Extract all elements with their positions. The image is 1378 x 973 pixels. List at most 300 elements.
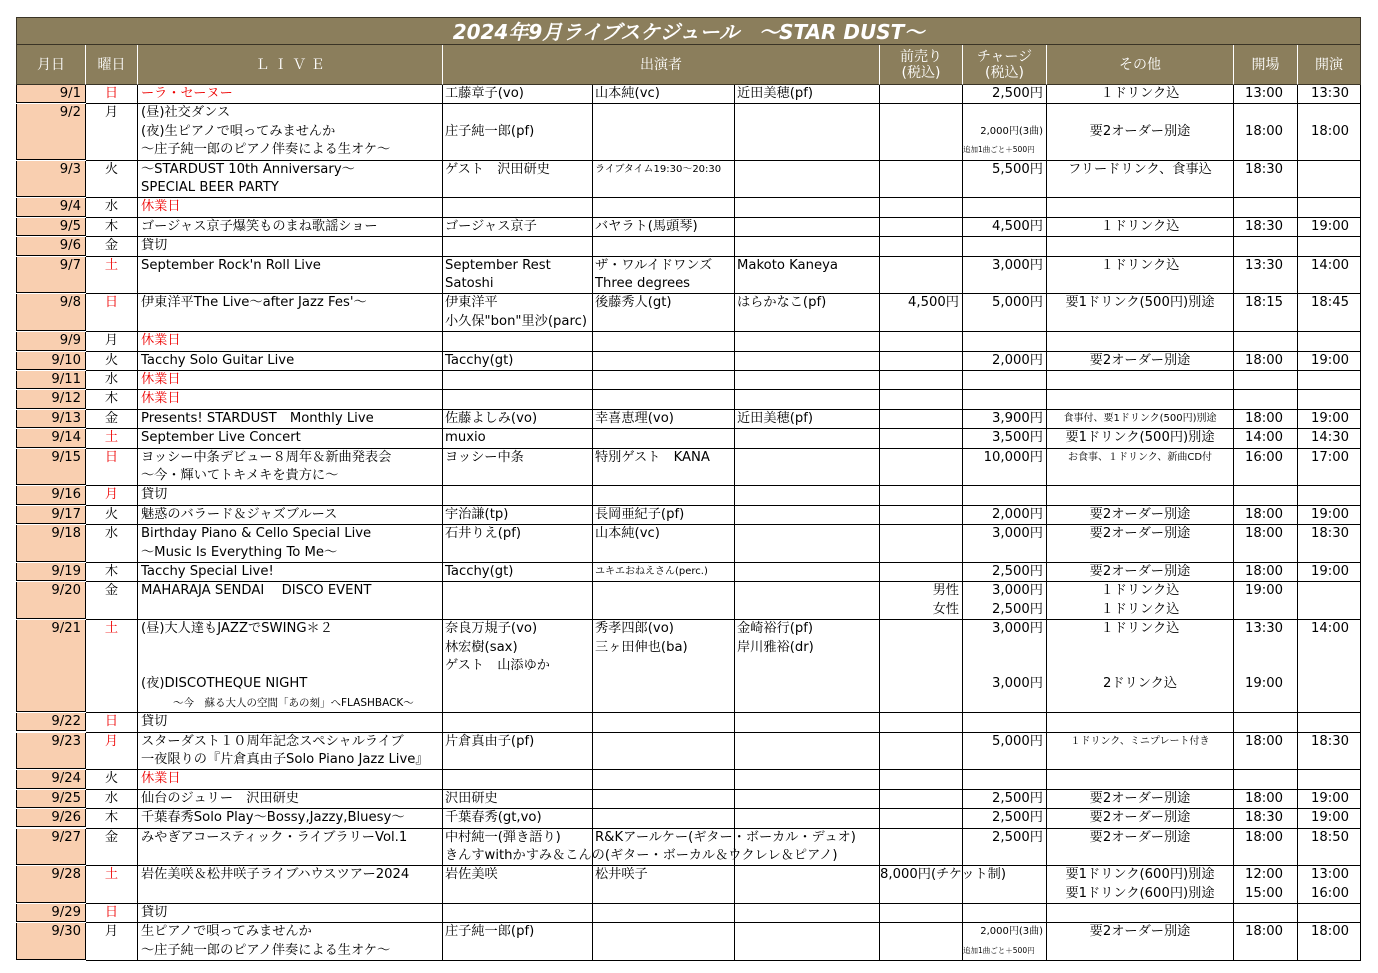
- performer-3-cell: [735, 104, 880, 160]
- cell-line: お食事、１ドリンク、新曲CD付: [1067, 451, 1213, 463]
- cell-line: [595, 601, 734, 619]
- performer-3-cell: [735, 294, 880, 332]
- cell-line: [880, 85, 959, 103]
- cell-line: 金崎裕行(pf): [737, 621, 814, 637]
- other-cell: [1047, 525, 1234, 563]
- cell-line: [445, 141, 592, 159]
- other-cell: [1047, 449, 1234, 487]
- cell-line: [595, 790, 734, 808]
- start-time-cell: [1298, 620, 1361, 713]
- cell-line: きんすwithかすみ＆こんの(ギター・ボーカル＆ウクレレ＆ピアノ): [445, 847, 838, 863]
- cell-line: 14:00: [1311, 621, 1350, 637]
- performer-3-cell: [735, 904, 880, 923]
- charge-cell: [963, 352, 1047, 371]
- cell-line: [1047, 694, 1233, 712]
- open-time-cell: [1234, 904, 1298, 923]
- date-cell: 9/25: [16, 790, 86, 808]
- cell-line: [445, 198, 592, 216]
- cell-line: [1311, 313, 1360, 331]
- date-cell: 9/21: [16, 620, 86, 712]
- table-row: [16, 829, 1361, 867]
- start-time-cell: [1298, 809, 1361, 828]
- cell-line: [445, 467, 592, 485]
- cell-line: 18:00: [1245, 829, 1284, 845]
- cell-line: [1245, 694, 1297, 712]
- cell-line: 16:00: [1311, 885, 1350, 901]
- cell-line: 庄子純一郎(pf): [445, 123, 535, 139]
- cell-line: 3,000円: [992, 621, 1043, 637]
- day-of-week-cell: 土: [86, 429, 138, 448]
- header-date: 月日: [16, 45, 86, 85]
- cell-line: ライブタイム19:30～20:30: [595, 163, 722, 175]
- start-time-cell: [1298, 352, 1361, 371]
- header-advance: 前売り (税込): [880, 45, 963, 85]
- cell-line: [880, 104, 959, 122]
- cell-line: [595, 847, 734, 865]
- cell-line: スターダスト１０周年記念スペシャルライブ: [141, 733, 404, 749]
- cell-line: [141, 657, 442, 675]
- live-cell: [138, 620, 443, 713]
- cell-line: 伊東洋平The Live～after Jazz Fes'～: [141, 295, 367, 311]
- cell-line: [445, 601, 592, 619]
- date-cell: 9/20: [16, 582, 86, 619]
- day-of-week-cell: 月: [86, 104, 138, 160]
- cell-line: [963, 313, 1043, 331]
- performer-1-cell: [443, 218, 593, 237]
- cell-line: [1311, 275, 1360, 293]
- cell-line: [1245, 371, 1297, 389]
- cell-line: 3,900円: [992, 410, 1043, 426]
- day-of-week-cell: 月: [86, 332, 138, 351]
- performer-1-cell: [443, 486, 593, 505]
- day-of-week-cell: 木: [86, 563, 138, 582]
- live-cell: [138, 733, 443, 771]
- cell-line: 19:00: [1311, 563, 1350, 579]
- cell-line: 貸切: [141, 905, 168, 921]
- day-of-week-cell: 月: [86, 733, 138, 771]
- cell-line: １ドリンク込: [1100, 621, 1180, 637]
- cell-line: ゲスト 山添ゆか: [445, 657, 550, 673]
- cell-line: [880, 620, 959, 638]
- advance-price-cell: [880, 620, 963, 713]
- start-time-cell: [1298, 85, 1361, 104]
- cell-line: 仙台のジュリー 沢田研史: [141, 790, 299, 806]
- performer-1-cell: [443, 257, 593, 295]
- cell-line: [1047, 544, 1233, 562]
- cell-line: 13:00: [1245, 86, 1284, 101]
- performer-3-cell: [735, 620, 880, 713]
- other-cell: [1047, 790, 1234, 809]
- cell-line: 貸切: [141, 238, 168, 254]
- open-time-cell: [1234, 582, 1298, 620]
- performer-2-cell: [593, 218, 735, 237]
- table-header: [16, 45, 1361, 85]
- cell-line: [595, 104, 734, 122]
- performer-1-cell: [443, 332, 593, 351]
- table-row: [16, 429, 1361, 448]
- date-cell: 9/5: [16, 218, 86, 236]
- cell-line: [445, 751, 592, 769]
- charge-cell: [963, 161, 1047, 199]
- cell-line: 山本純(vc): [595, 526, 660, 542]
- performer-2-cell: [593, 352, 735, 371]
- cell-line: 18:00: [1245, 563, 1284, 579]
- cell-line: [595, 313, 734, 331]
- cell-line: [963, 467, 1043, 485]
- cell-line: [595, 390, 734, 408]
- cell-line: 2,500円: [992, 601, 1043, 617]
- advance-price-cell: [880, 352, 963, 371]
- cell-line: Three degrees: [595, 275, 691, 291]
- cell-line: 要2オーダー別途: [1089, 924, 1191, 940]
- performer-2-cell: [593, 332, 735, 351]
- cell-line: 秀孝四郎(vo): [595, 621, 674, 637]
- day-of-week-cell: 月: [86, 486, 138, 505]
- cell-line: [880, 198, 959, 216]
- cell-line: [141, 847, 442, 865]
- cell-line: [1047, 237, 1233, 255]
- advance-price-cell: [880, 563, 963, 582]
- performer-3-cell: [735, 237, 880, 256]
- cell-line: 岸川雅裕(dr): [737, 639, 814, 655]
- performer-1-cell: [443, 563, 593, 582]
- performer-3-cell: [735, 85, 880, 104]
- cell-line: [141, 313, 442, 331]
- cell-line: [880, 525, 959, 543]
- start-time-cell: [1298, 582, 1361, 620]
- cell-line: 18:50: [1311, 829, 1350, 845]
- performer-1-cell: [443, 733, 593, 771]
- advance-price-cell: [880, 85, 963, 104]
- schedule-sheet: [16, 17, 1361, 958]
- cell-line: [737, 275, 879, 293]
- cell-line: [1311, 639, 1360, 657]
- cell-line: 食事付、要1ドリンク(500円)別途: [1063, 412, 1217, 424]
- live-cell: [138, 563, 443, 582]
- advance-price-cell: [880, 923, 963, 961]
- cell-line: 2,000円: [992, 352, 1043, 368]
- cell-line: 岩佐美咲: [445, 867, 498, 883]
- live-cell: [138, 582, 443, 620]
- cell-line: [1311, 694, 1360, 712]
- cell-line: [1047, 390, 1233, 408]
- cell-line: 追加1曲ごと＋500円: [963, 945, 1035, 955]
- live-cell: [138, 525, 443, 563]
- cell-line: [737, 809, 879, 827]
- cell-line: 19:00: [1245, 676, 1284, 692]
- day-of-week-cell: 火: [86, 770, 138, 789]
- open-time-cell: [1234, 563, 1298, 582]
- cell-line: [880, 237, 959, 255]
- cell-line: [880, 657, 959, 675]
- cell-line: 3,000円: [992, 583, 1043, 599]
- cell-line: SPECIAL BEER PARTY: [141, 179, 279, 195]
- advance-price-cell: [880, 257, 963, 295]
- advance-price-cell: [880, 713, 963, 732]
- day-of-week-cell: 日: [86, 85, 138, 104]
- other-cell: [1047, 733, 1234, 771]
- other-cell: [1047, 237, 1234, 256]
- cell-line: [963, 104, 1043, 122]
- table-row: [16, 563, 1361, 582]
- cell-line: [963, 179, 1043, 197]
- charge-cell: [963, 410, 1047, 429]
- cell-line: 18:00: [1245, 410, 1284, 426]
- cell-line: ヨッシー中条: [445, 449, 524, 465]
- cell-line: 一夜限りの『片倉真由子Solo Piano Jazz Live』: [141, 751, 429, 767]
- cell-line: (夜)DISCOTHEQUE NIGHT: [141, 676, 308, 692]
- cell-line: 2,500円: [992, 86, 1043, 101]
- cell-line: 小久保"bon"里沙(parc): [445, 313, 587, 329]
- cell-line: みやぎアコースティック・ライブラリーVol.1: [141, 829, 408, 845]
- table-row: [16, 923, 1361, 961]
- other-cell: [1047, 620, 1234, 713]
- cell-line: ゲスト 沢田研史: [445, 161, 550, 177]
- cell-line: [1311, 332, 1360, 350]
- cell-line: [737, 486, 879, 504]
- open-time-cell: [1234, 237, 1298, 256]
- live-cell: [138, 352, 443, 371]
- cell-line: [1245, 942, 1297, 960]
- cell-line: [1047, 751, 1233, 769]
- charge-cell: [963, 104, 1047, 160]
- open-time-cell: [1234, 429, 1298, 448]
- cell-line: [595, 694, 734, 712]
- cell-line: 19:00: [1311, 790, 1350, 806]
- day-of-week-cell: 木: [86, 218, 138, 237]
- cell-line: [1311, 161, 1360, 179]
- cell-line: [1311, 751, 1360, 769]
- cell-line: [880, 790, 959, 808]
- cell-line: 2,500円: [992, 790, 1043, 806]
- cell-line: 18:00: [1245, 924, 1284, 940]
- table-row: [16, 237, 1361, 256]
- start-time-cell: [1298, 713, 1361, 732]
- performer-3-cell: [735, 809, 880, 828]
- cell-line: [963, 237, 1043, 255]
- cell-line: [1047, 371, 1233, 389]
- date-cell: 9/18: [16, 525, 86, 562]
- performer-1-cell: [443, 770, 593, 789]
- cell-line: [737, 657, 879, 675]
- live-cell: [138, 237, 443, 256]
- date-cell: 9/9: [16, 332, 86, 350]
- other-cell: [1047, 198, 1234, 217]
- charge-cell: [963, 218, 1047, 237]
- performer-2-cell: [593, 294, 735, 332]
- cell-line: [1245, 237, 1297, 255]
- performer-1-cell: [443, 866, 593, 904]
- cell-line: September Live Concert: [141, 430, 301, 446]
- open-time-cell: [1234, 198, 1298, 217]
- cell-line: [1047, 486, 1233, 504]
- performer-1-cell: [443, 525, 593, 563]
- cell-line: [1311, 179, 1360, 197]
- cell-line: [963, 885, 1043, 903]
- performer-1-cell: [443, 713, 593, 732]
- performer-1-cell: [443, 198, 593, 217]
- cell-line: ～STARDUST 10th Anniversary～: [141, 161, 355, 177]
- table-row: [16, 218, 1361, 237]
- cell-line: [1047, 104, 1233, 122]
- cell-line: [880, 218, 959, 236]
- performer-1-cell: [443, 429, 593, 448]
- cell-line: [1047, 275, 1233, 293]
- table-row: [16, 104, 1361, 160]
- cell-line: 2,000円(3曲): [980, 125, 1043, 137]
- performer-1-cell: [443, 390, 593, 409]
- cell-line: 18:00: [1245, 506, 1284, 522]
- cell-line: 18:00: [1245, 733, 1284, 749]
- cell-line: [737, 352, 879, 370]
- cell-line: 16:00: [1245, 449, 1284, 465]
- cell-line: [1311, 942, 1360, 960]
- table-row: [16, 770, 1361, 789]
- day-of-week-cell: 金: [86, 410, 138, 429]
- cell-line: [737, 467, 879, 485]
- cell-line: [1047, 904, 1233, 922]
- table-row: [16, 390, 1361, 409]
- performer-3-cell: [735, 371, 880, 390]
- cell-line: 18:00: [1311, 924, 1350, 940]
- cell-line: 追加1曲ごと＋500円: [963, 145, 1035, 155]
- cell-line: [141, 601, 442, 619]
- other-cell: [1047, 429, 1234, 448]
- cell-line: [595, 675, 734, 693]
- advance-price-cell: [880, 904, 963, 923]
- charge-cell: [963, 85, 1047, 104]
- cell-line: [595, 332, 734, 350]
- cell-line: 5,000円: [992, 733, 1043, 749]
- cell-line: [1245, 639, 1297, 657]
- header-open: 開場: [1234, 45, 1298, 85]
- cell-line: 19:00: [1311, 506, 1350, 522]
- open-time-cell: [1234, 486, 1298, 505]
- date-cell: 9/13: [16, 410, 86, 428]
- cell-line: 要2オーダー別途: [1089, 123, 1191, 139]
- performer-2-cell: [593, 449, 735, 487]
- date-cell: 9/23: [16, 733, 86, 770]
- advance-price-cell: [880, 449, 963, 487]
- cell-line: [445, 942, 592, 960]
- date-cell: 9/16: [16, 486, 86, 504]
- cell-line: [880, 332, 959, 350]
- advance-price-cell: [880, 390, 963, 409]
- cell-line: 13:30: [1245, 621, 1284, 637]
- cell-line: [1047, 467, 1233, 485]
- cell-line: [737, 885, 879, 903]
- day-of-week-cell: 火: [86, 506, 138, 525]
- other-cell: [1047, 866, 1234, 904]
- start-time-cell: [1298, 866, 1361, 904]
- performer-1-cell: [443, 352, 593, 371]
- cell-line: [737, 847, 879, 865]
- charge-cell: [963, 486, 1047, 505]
- date-cell: 9/19: [16, 563, 86, 581]
- cell-line: 要2オーダー別途: [1089, 810, 1191, 826]
- date-cell: 9/30: [16, 923, 86, 960]
- advance-price-cell: [880, 294, 963, 332]
- performer-1-cell: [443, 506, 593, 525]
- cell-line: 2,000円(3曲): [980, 926, 1043, 938]
- cell-line: [445, 179, 592, 197]
- performer-2-cell: [593, 923, 735, 961]
- cell-line: 18:00: [1245, 352, 1284, 368]
- cell-line: [1245, 104, 1297, 122]
- cell-line: 18:00: [1245, 526, 1284, 542]
- date-cell: 9/1: [16, 85, 86, 103]
- cell-line: 15:00: [1245, 885, 1284, 901]
- cell-line: 佐藤よしみ(vo): [445, 410, 538, 426]
- performer-3-cell: [735, 790, 880, 809]
- cell-line: 2,000円: [992, 506, 1043, 522]
- start-time-cell: [1298, 161, 1361, 199]
- cell-line: [880, 390, 959, 408]
- cell-line: [880, 563, 959, 581]
- charge-cell: [963, 332, 1047, 351]
- cell-line: [1245, 141, 1297, 159]
- start-time-cell: [1298, 904, 1361, 923]
- table-row: [16, 257, 1361, 295]
- cell-line: 長岡亜紀子(pf): [595, 506, 685, 522]
- cell-line: 4,500円: [992, 218, 1043, 234]
- performer-3-cell: [735, 161, 880, 199]
- live-cell: [138, 506, 443, 525]
- cell-line: [880, 809, 959, 827]
- performer-3-cell: [735, 506, 880, 525]
- cell-line: 14:00: [1311, 257, 1350, 273]
- cell-line: [445, 770, 592, 788]
- start-time-cell: [1298, 829, 1361, 867]
- cell-line: [880, 885, 959, 903]
- cell-line: [445, 390, 592, 408]
- header-dow: 曜日: [86, 45, 138, 85]
- table-row: [16, 371, 1361, 390]
- open-time-cell: [1234, 371, 1298, 390]
- live-cell: [138, 161, 443, 199]
- cell-line: [445, 904, 592, 922]
- date-cell: 9/11: [16, 371, 86, 389]
- cell-line: [1245, 544, 1297, 562]
- cell-line: １ドリンク込: [1100, 218, 1180, 234]
- advance-price-cell: [880, 829, 963, 867]
- charge-cell: [963, 620, 1047, 713]
- cell-line: [595, 751, 734, 769]
- cell-line: [1311, 847, 1360, 865]
- start-time-cell: [1298, 390, 1361, 409]
- charge-cell: [963, 257, 1047, 295]
- day-of-week-cell: 土: [86, 620, 138, 713]
- cell-line: Satoshi: [445, 275, 494, 291]
- cell-line: [963, 371, 1043, 389]
- cell-line: [737, 123, 879, 141]
- cell-line: [1245, 770, 1297, 788]
- cell-line: [1311, 601, 1360, 619]
- cell-line: 休業日: [141, 199, 181, 215]
- cell-line: [1311, 657, 1360, 675]
- charge-cell: [963, 429, 1047, 448]
- cell-line: [595, 179, 734, 197]
- cell-line: [1047, 141, 1233, 159]
- cell-line: [595, 429, 734, 447]
- table-row: [16, 506, 1361, 525]
- date-cell: 9/4: [16, 198, 86, 216]
- cell-line: 19:00: [1311, 218, 1350, 234]
- performer-2-cell: [593, 486, 735, 505]
- live-cell: [138, 790, 443, 809]
- day-of-week-cell: 金: [86, 829, 138, 867]
- performer-3-cell: [735, 923, 880, 961]
